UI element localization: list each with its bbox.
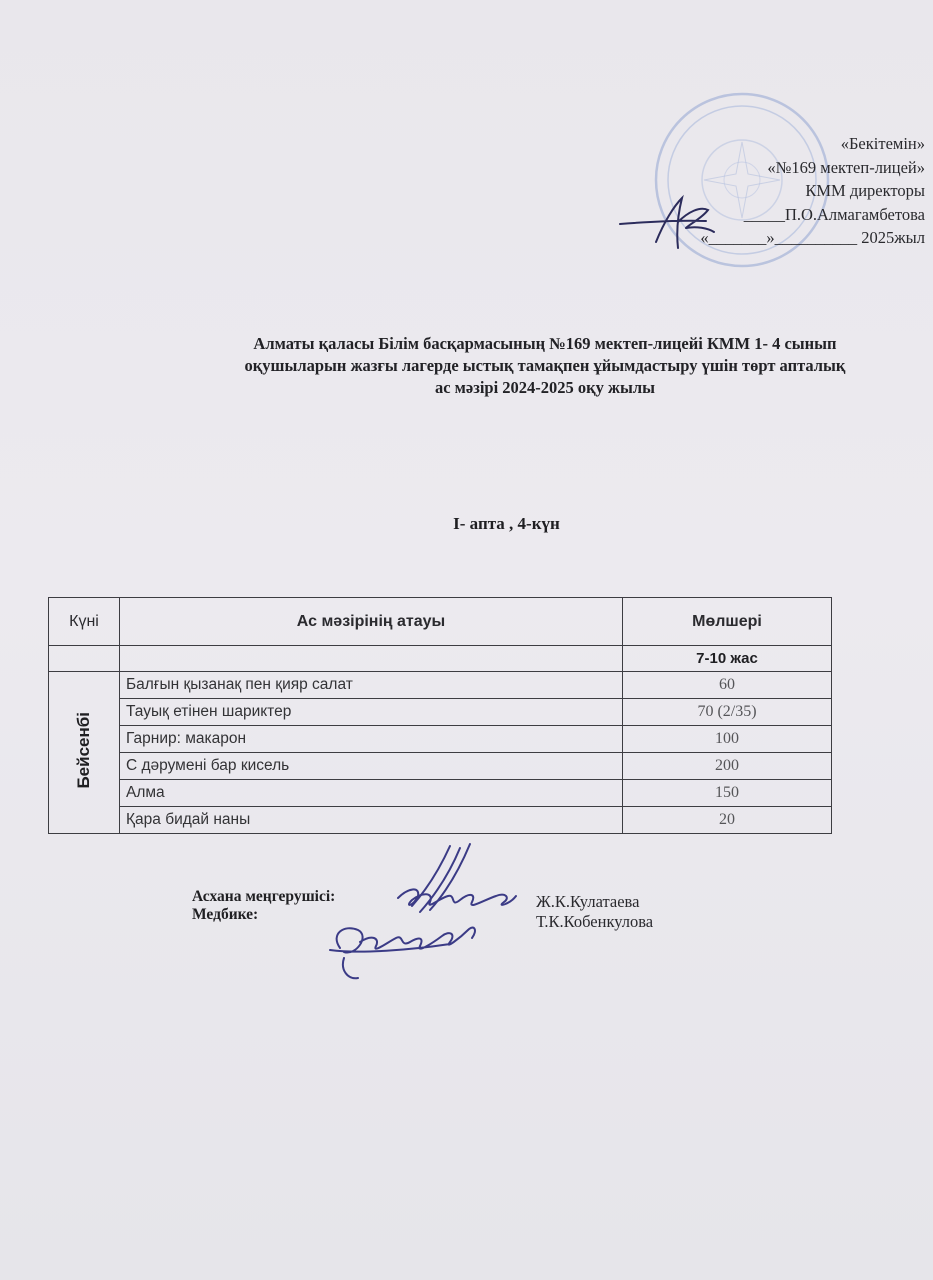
menu-table xyxy=(48,597,832,834)
dish-name: Алма xyxy=(120,780,623,807)
title-line: оқушыларын жазғы лагерде ыстық тамақпен ұйымдастыру үшін төрт апталық xyxy=(244,356,846,375)
approval-block xyxy=(595,132,925,250)
role-nurse: Медбике: xyxy=(192,906,259,923)
table-row xyxy=(49,807,832,834)
name-kitchen-head: Ж.К.Кулатаева xyxy=(536,892,640,911)
approval-line: _____П.О.Алмагамбетова xyxy=(743,204,925,224)
dish-name: Тауық етінен шариктер xyxy=(120,699,623,726)
signature-names xyxy=(536,892,653,932)
role-kitchen-head: Асхана меңгерушісі: xyxy=(192,888,336,905)
document-title xyxy=(160,333,930,399)
signature-roles xyxy=(192,888,335,924)
dish-quantity: 60 xyxy=(623,672,832,699)
age-group-label: 7-10 жас xyxy=(623,646,832,672)
empty-cell xyxy=(120,646,623,672)
dish-name: С дәрумені бар кисель xyxy=(120,753,623,780)
approval-line: «Бекітемін» xyxy=(840,134,925,153)
name-nurse: Т.К.Кобенкулова xyxy=(536,912,654,931)
dish-quantity: 20 xyxy=(623,807,832,834)
header-quantity: Мөлшері xyxy=(623,598,832,646)
dish-quantity: 70 (2/35) xyxy=(623,699,832,726)
table-row xyxy=(49,753,832,780)
title-line: Алматы қаласы Білім басқармасының №169 мектеп-лицейі КММ 1- 4 сынып xyxy=(253,334,837,353)
day-cell xyxy=(49,672,120,834)
header-dish-name: Ас мәзірінің атауы xyxy=(120,598,623,646)
approval-line: «№169 мектеп-лицей» xyxy=(767,157,925,177)
title-line: ас мәзірі 2024-2025 оқу жылы xyxy=(434,378,656,397)
approval-line: КММ директоры xyxy=(805,181,925,200)
dish-name: Гарнир: макарон xyxy=(120,726,623,753)
table-row xyxy=(49,699,832,726)
staff-signatures xyxy=(300,838,540,988)
dish-name: Қара бидай наны xyxy=(120,807,623,834)
dish-quantity: 200 xyxy=(623,753,832,780)
empty-cell xyxy=(49,646,120,672)
header-day: Күні xyxy=(49,598,120,646)
week-day-subtitle: I- апта , 4-күн xyxy=(453,514,560,533)
table-row xyxy=(49,726,832,753)
age-group-row xyxy=(49,646,832,672)
table-row xyxy=(49,780,832,807)
table-row xyxy=(49,672,832,699)
dish-quantity: 100 xyxy=(623,726,832,753)
dish-quantity: 150 xyxy=(623,780,832,807)
dish-name: Балғын қызанақ пен қияр салат xyxy=(120,672,623,699)
table-header-row xyxy=(49,598,832,646)
approval-line: «_______»__________ 2025жыл xyxy=(700,228,925,247)
day-label: Бейсенбі xyxy=(74,711,93,789)
